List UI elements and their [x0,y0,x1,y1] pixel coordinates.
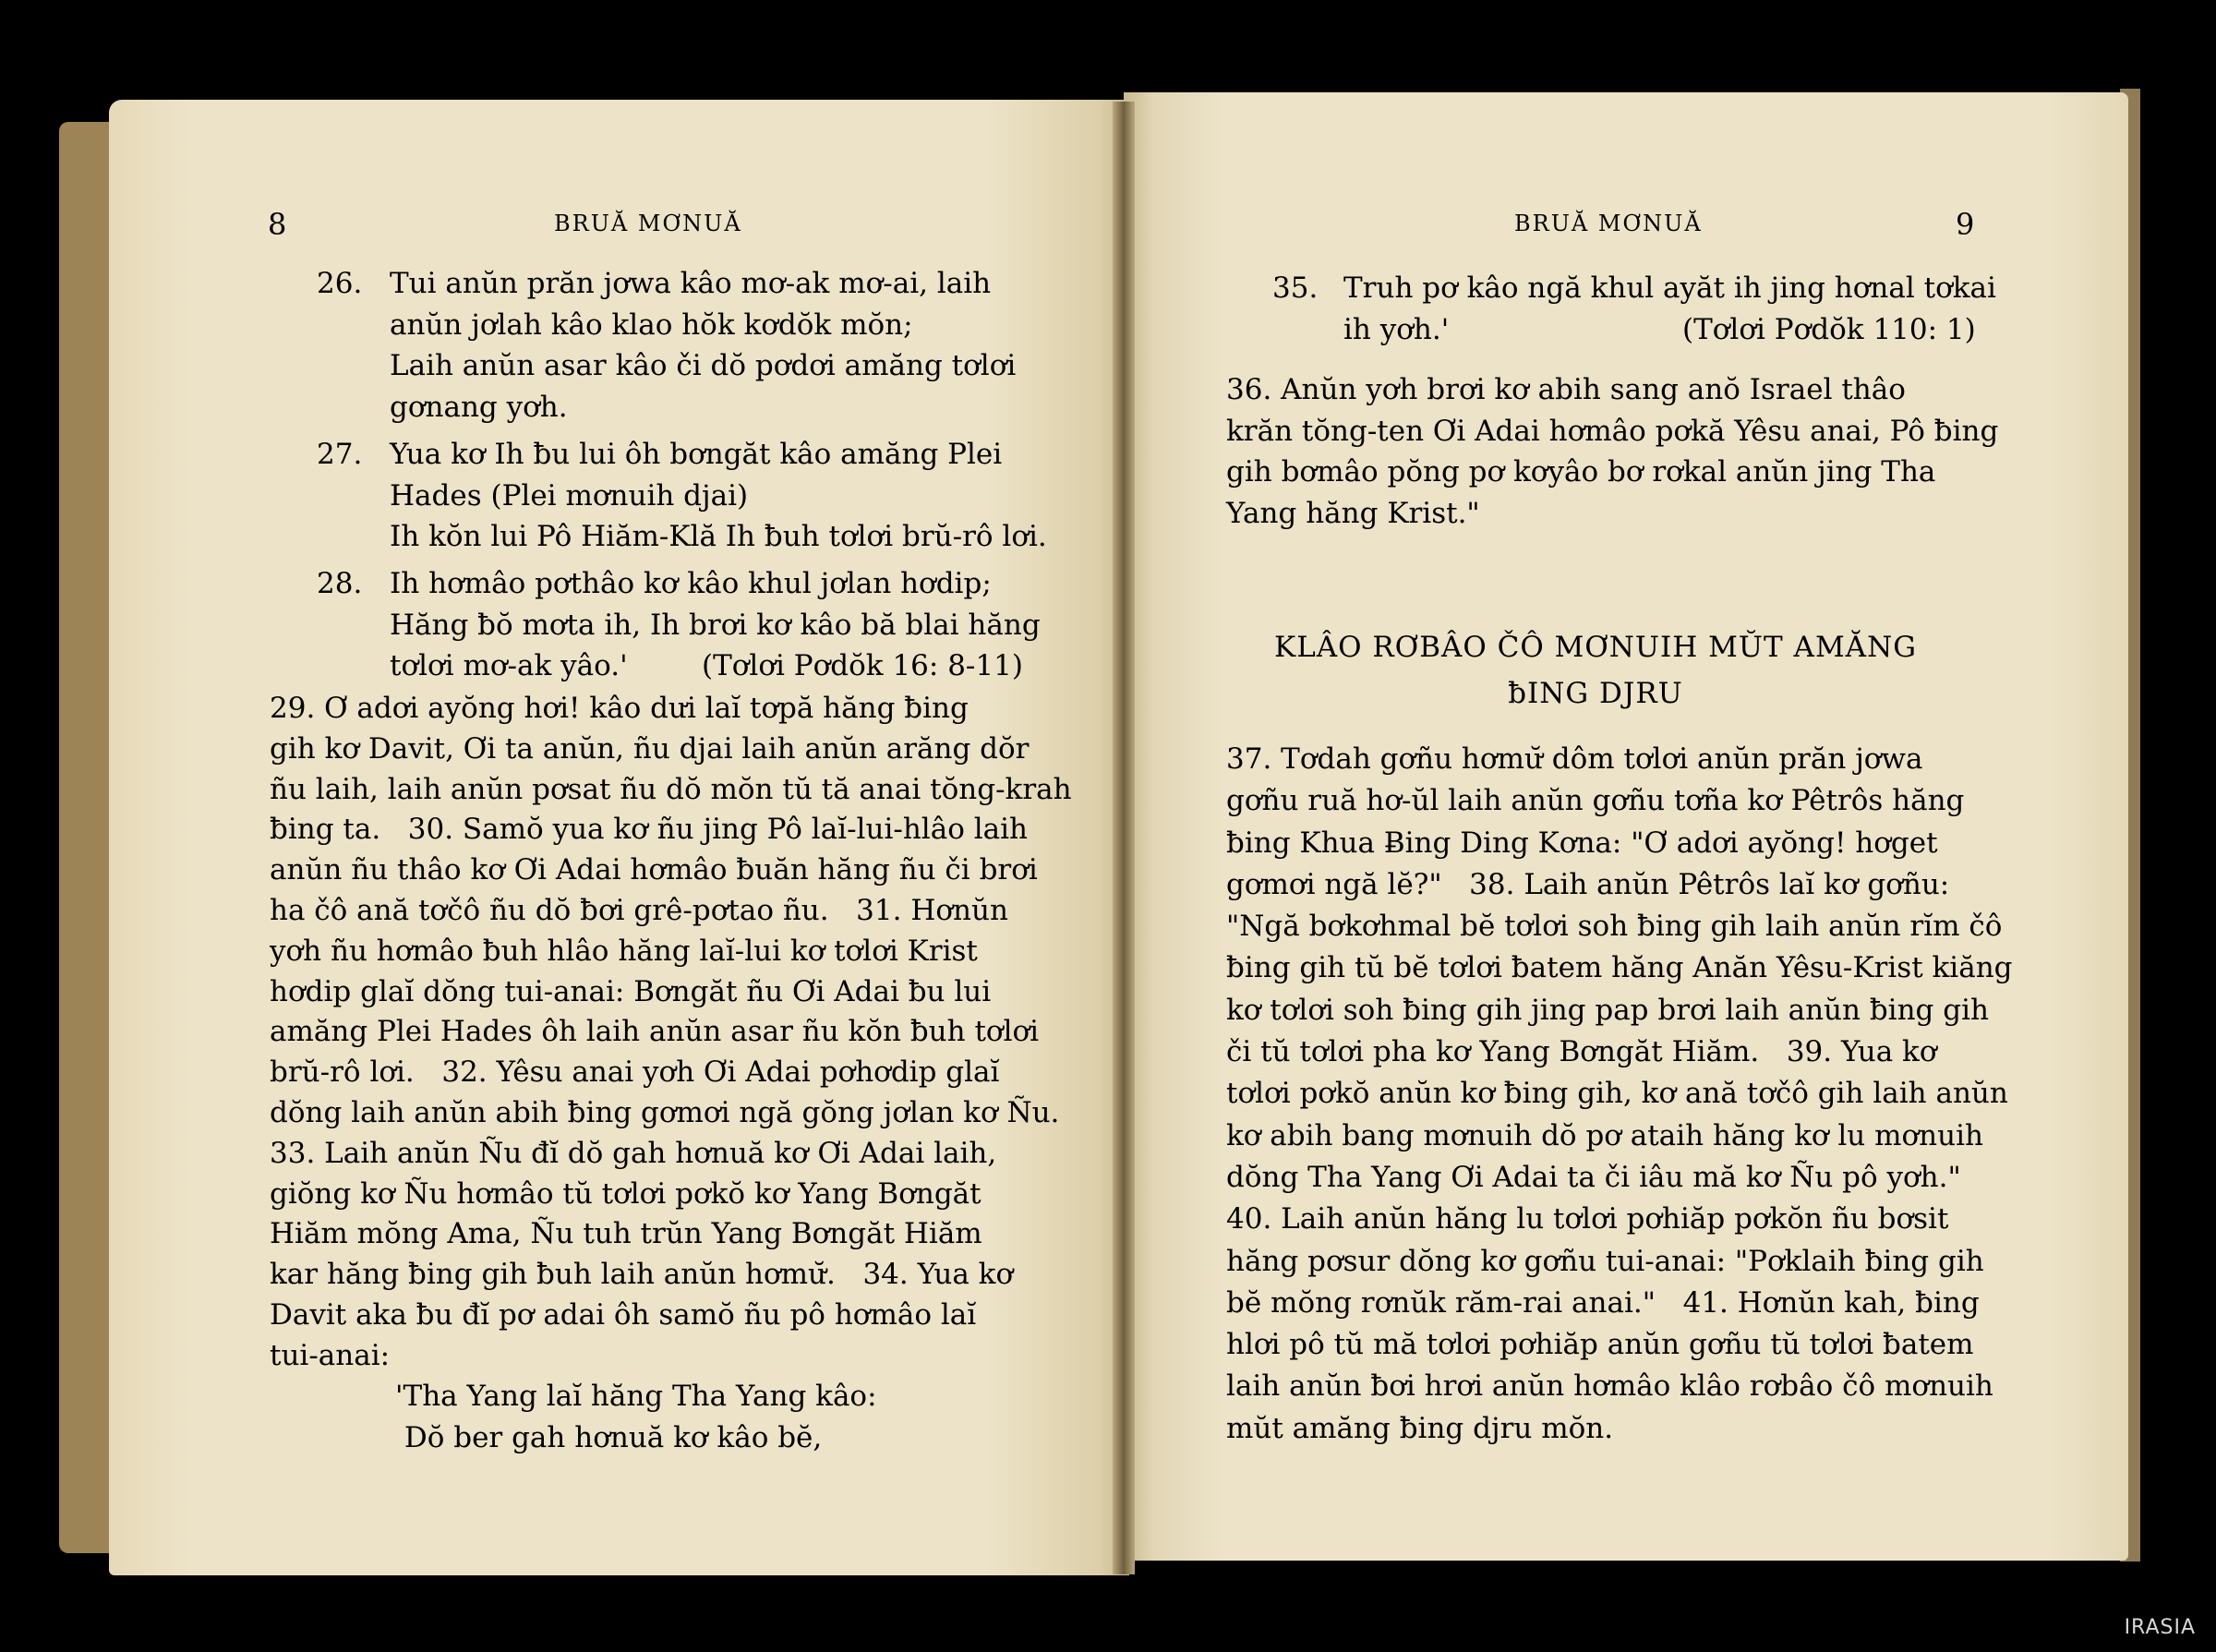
section-heading: KLÂO RƠBÂO ČÔ MƠNUIH MŬT AMĂNG ƀING DJRU [1274,631,1917,710]
left-running-header: BRUĂ MƠNUĂ [554,211,742,236]
verse-number: 28. [317,567,363,600]
verse-text: Truh pơ kâo ngă khul ayăt ih jing hơnal tơkai ih yơh.' [1343,271,1996,346]
scripture-reference: (Tơlơi Pơdŏk 16: 8-11) [702,649,1023,682]
right-running-header: BRUĂ MƠNUĂ [1514,211,1703,236]
verse-text: Tui anŭn prăn jơwa kâo mơ-ak mơ-ai, laih anŭn jơlah kâo klao hŏk kơdŏk mŏn; Laih anŭn asar kâo či dŏ pơdơi amăng tơlơi gơnang yơh. [390,267,1017,424]
paragraph: 29. Ơ adơi ayŏng hơi! kâo dưi laĭ tơpă hăng ƀing gih kơ Davit, Ơi ta anŭn, ñu djai laih anŭn arăng dŏr ñu laih, laih anŭn pơsat ñu dŏ mŏn tŭ tă anai tŏng-krah ƀing ta. 30. Samŏ yua kơ ñu jing Pô laĭ-lui-hlâo laih anŭn ñu thâo kơ Ơi Adai hơmâo ƀuăn hăng ñu či brơi ha čô ană tơčô ñu dŏ ƀơi grê-pơtao ñu. 31. Hơnŭn yơh ñu hơmâo ƀuh hlâo hăng laĭ-lui kơ tơlơi Krist hơdip glaĭ dŏng tui-anai: Bơngăt ñu Ơi Adai ƀu lui amăng Plei Hades ôh laih anŭn asar ñu kŏn ƀuh tơlơi brŭ-rô lơi. 32. Yêsu anai yơh Ơi Adai pơhơdip glaĭ dŏng laih anŭn abih ƀing gơmơi ngă gŏng jơlan kơ Ñu. 33. Laih anŭn Ñu đĭ dŏ gah hơnuă kơ Ơi Adai laih, giŏng kơ Ñu hơmâo tŭ tơlơi pơkŏ kơ Yang Bơngăt Hiăm mŏng Ama, Ñu tuh trŭn Yang Bơngăt Hiăm kar hăng ƀing gih ƀuh laih anŭn hơmư̆. 34. Yua kơ Davit aka ƀu đĭ pơ adai ôh samŏ ñu pô hơmâo laĭ tui-anai: [270,692,1072,1372]
quote: 'Tha Yang laĭ hăng Tha Yang kâo: Dŏ ber gah hơnuă kơ kâo bĕ, [395,1380,877,1454]
verse-number: 26. [317,267,363,300]
verse-number: 35. [1272,271,1319,305]
paragraph: 37. Tơdah gơñu hơmư̆ dôm tơlơi anŭn prăn jơwa gơñu ruă hơ-ŭl laih anŭn gơñu tơña kơ Pêtrôs hăng ƀing Khua Ƀing Ding Kơna: "Ơ adơi ayŏng! hơget gơmơi ngă lĕ?" 38. Laih anŭn Pêtrôs laĭ kơ gơñu: "Ngă bơkơhmal bĕ tơlơi soh ƀing gih laih anŭn rĭm čô ƀing gih tŭ bĕ tơlơi ƀatem hăng Anăn Yêsu-Krist kiăng kơ tơlơi soh ƀing gih jing pap brơi laih anŭn ƀing gih či tŭ tơlơi pha kơ Yang Bơngăt Hiăm. 39. Yua kơ tơlơi pơkŏ anŭn kơ ƀing gih, kơ ană tơčô gih laih anŭn kơ abih bang mơnuih dŏ pơ ataih hăng kơ lu mơnuih dŏng Tha Yang Ơi Adai ta či iâu mă kơ Ñu pô yơh." 40. Laih anŭn hăng lu tơlơi pơhiăp pơkŏn ñu bơsit hăng pơsur dŏng kơ gơñu tui-anai: "Pơklaih ƀing gih bĕ mŏng rơnŭk răm-rai anai." 41. Hơnŭn kah, ƀing hlơi pô tŭ mă tơlơi pơhiăp anŭn gơñu tŭ tơlơi ƀatem laih anŭn ƀơi hrơi anŭn hơmâo klâo rơbâo čô mơnuih mŭt amăng ƀing djru mŏn. [1226,742,2013,1445]
left-page-number: 8 [268,207,287,242]
book-gutter [1113,102,1135,1574]
scripture-reference: (Tơlơi Pơdŏk 110: 1) [1682,313,1976,346]
verse-text: Ih hơmâo pơthâo kơ kâo khul jơlan hơdip; Hăng ƀŏ mơta ih, Ih brơi kơ kâo bă blai hăng tơlơi mơ-ak yâo.' [390,567,1041,682]
right-page-number: 9 [1956,207,1975,242]
verse-number: 27. [317,438,363,471]
watermark: IRASIA [2124,1616,2196,1639]
verse-text: Yua kơ Ih ƀu lui ôh bơngăt kâo amăng Plei Hades (Plei mơnuih djai) Ih kŏn lui Pô Hiăm-Klă Ih ƀuh tơlơi brŭ-rô lơi. [390,438,1047,553]
paragraph: 36. Anŭn yơh brơi kơ abih sang anŏ Israel thâo krăn tŏng-ten Ơi Adai hơmâo pơkă Yêsu anai, Pô ƀing gih bơmâo pŏng pơ kơyâo bơ rơkal anŭn jing Tha Yang hăng Krist." [1226,373,1999,530]
